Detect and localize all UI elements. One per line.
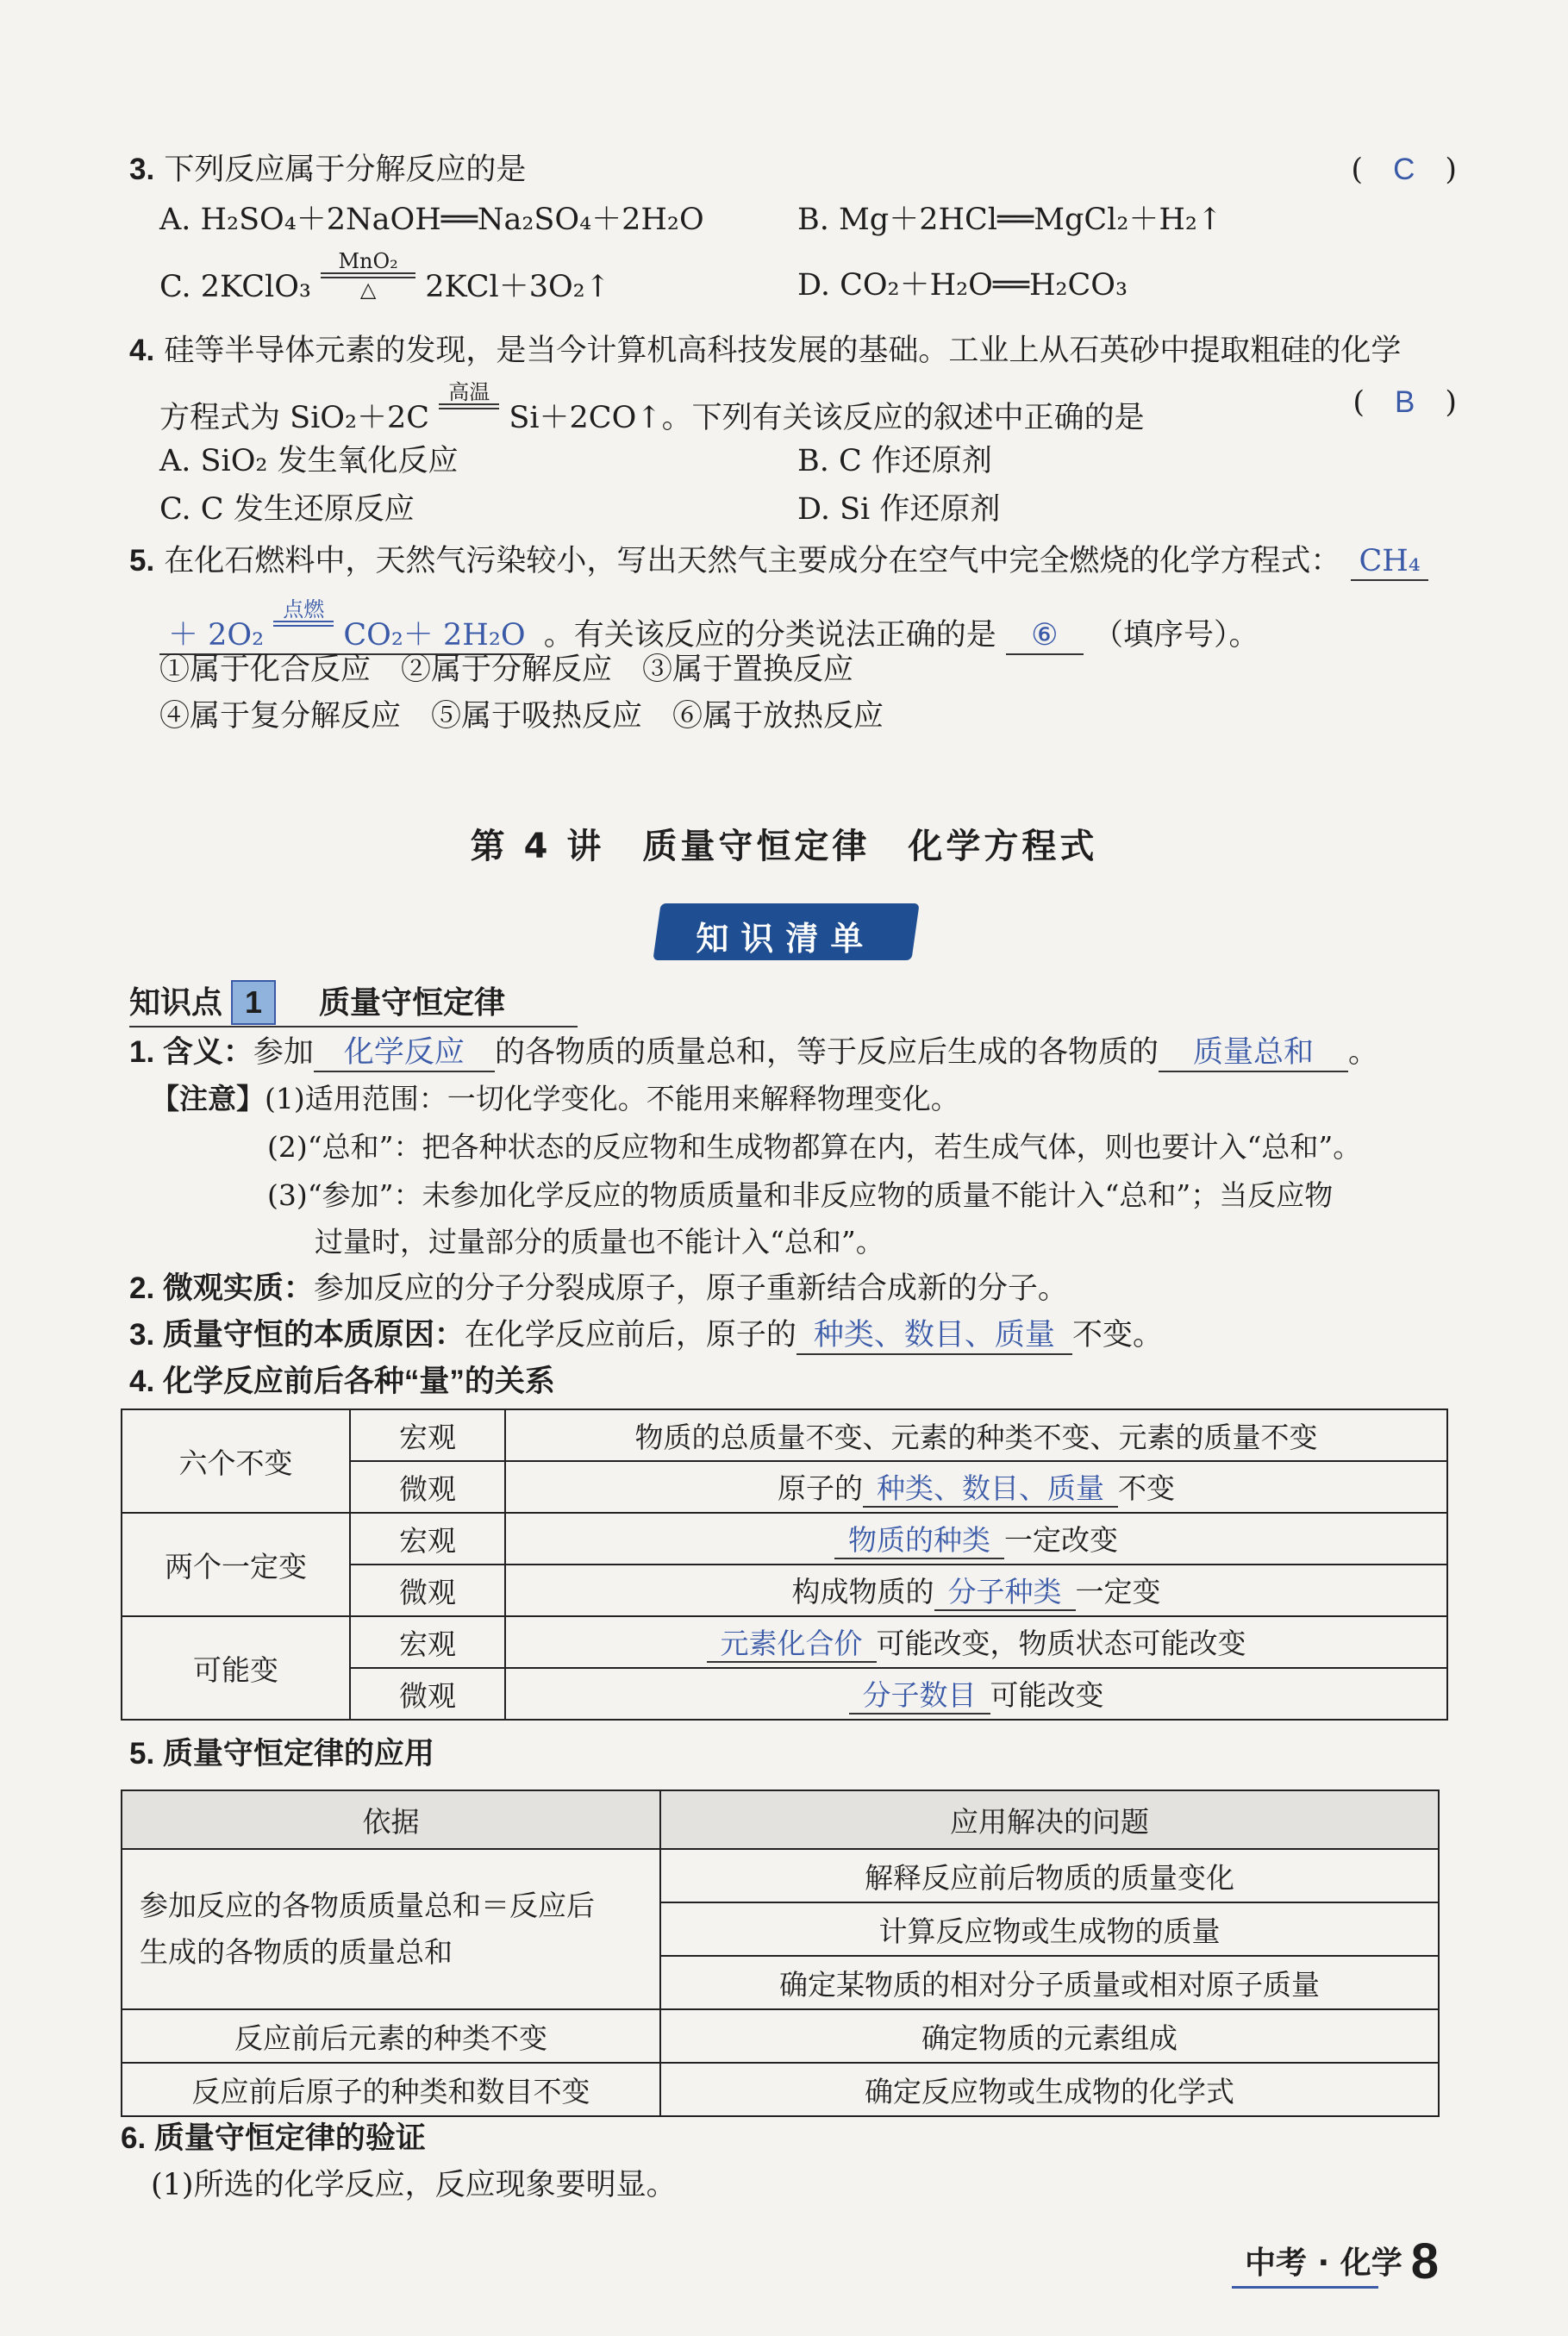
question-stem: 下列反应属于分解反应的是 xyxy=(164,153,527,187)
question-stem-line-2: 。有关该反应的分类说法正确的是 xyxy=(543,618,996,653)
page-number: 8 xyxy=(1410,2233,1439,2289)
basis-text-line-2: 生成的各物质的质量总和 xyxy=(140,1935,453,1969)
option-c: C. C 发生还原反应 xyxy=(159,492,415,527)
answer-blank: 质量总和 xyxy=(1159,1034,1348,1072)
note-2: (2)“总和”：把各种状态的反应物和生成物都算在内，若生成气体，则也要计入“总和”。 xyxy=(267,1130,1362,1164)
group-label: 可能变 xyxy=(122,1616,350,1720)
point-1 xyxy=(129,1031,1457,1074)
question-3 xyxy=(129,148,1457,191)
option-a: A. SiO₂ 发生氧化反应 xyxy=(159,444,459,478)
point-6-text: (1)所选的化学反应，反应现象要明显。 xyxy=(151,2168,677,2202)
table-cell xyxy=(505,1668,1447,1720)
text: 在化学反应前后，原子的 xyxy=(464,1318,796,1352)
equation-left: 方程式为 SiO₂＋2C xyxy=(159,401,430,435)
answer-bracket: ( C ) xyxy=(1351,153,1457,187)
kp-label: 知识点 xyxy=(129,985,223,1021)
option-b: B. C 作还原剂 xyxy=(797,444,992,478)
answer-blank: CH₄ xyxy=(1351,543,1428,581)
knowledge-point-heading xyxy=(129,978,505,1025)
application-cell: 确定某物质的相对分子质量或相对原子质量 xyxy=(660,1956,1439,2009)
table-cell xyxy=(505,1461,1447,1513)
note-3: (3)“参加”：未参加化学反应的物质质量和非反应物的质量不能计入“总和”；当反应物 xyxy=(267,1178,1334,1212)
banner-text: 知识清单 xyxy=(696,920,876,958)
answer-equation xyxy=(159,598,534,655)
basis-text-line-1: 参加反应的各物质质量总和＝反应后 xyxy=(140,1889,595,1922)
footer xyxy=(1245,2233,1439,2290)
question-number: 5. xyxy=(129,544,155,578)
text: 参加反应的分子分裂成原子，原子重新结合成新的分子。 xyxy=(313,1271,1068,1306)
answer-blank: 种类、数目、质量 xyxy=(796,1317,1072,1355)
level-label: 宏观 xyxy=(350,1616,505,1668)
question-number: 4. xyxy=(129,334,155,367)
reaction-condition xyxy=(273,598,334,649)
fill-hint: （填序号）。 xyxy=(1093,618,1259,653)
q5-options-row-2: ④属于复分解反应 ⑤属于吸热反应 ⑥属于放热反应 xyxy=(159,699,884,734)
kp-underline xyxy=(129,1026,578,1027)
basis-cell: 反应前后元素的种类不变 xyxy=(122,2009,660,2063)
level-label: 微观 xyxy=(350,1565,505,1616)
basis-cell: 反应前后原子的种类和数目不变 xyxy=(122,2063,660,2116)
table-cell xyxy=(505,1513,1447,1565)
option-c-right: 2KCl＋3O₂↑ xyxy=(425,270,611,304)
point-5 xyxy=(129,1733,1457,1776)
question-stem-line-1: 硅等半导体元素的发现，是当今计算机高科技发展的基础。工业上从石英砂中提取粗硅的化学 xyxy=(164,334,1402,368)
table-cell: 物质的总质量不变、元素的种类不变、元素的质量不变 xyxy=(505,1409,1447,1461)
question-4-line-2 xyxy=(129,381,1457,440)
equation-right: CO₂＋ 2H₂O xyxy=(343,618,526,653)
text: 不变。 xyxy=(1071,1318,1163,1352)
text: 构成物质的 xyxy=(791,1575,934,1608)
answer-blank: 种类、数目、质量 xyxy=(863,1471,1118,1508)
section-banner xyxy=(653,903,919,960)
option-a: A. H₂SO₄＋2NaOH══Na₂SO₄＋2H₂O xyxy=(159,203,704,237)
footer-subject: 中考 · 化学 xyxy=(1244,2245,1402,2281)
equation-right: Si＋2CO↑。下列有关该反应的叙述中正确的是 xyxy=(509,401,1145,435)
option-c-left: C. 2KClO₃ xyxy=(159,270,311,304)
note-3-continued: 过量时，过量部分的质量也不能计入“总和”。 xyxy=(315,1225,884,1259)
condition-bottom: △ xyxy=(359,278,377,302)
point-heading: 3. 质量守恒的本质原因： xyxy=(129,1318,465,1352)
point-4 xyxy=(129,1360,1457,1403)
reaction-condition xyxy=(321,250,415,301)
answer-blank: 化学反应 xyxy=(314,1034,495,1072)
answer-blank: ⑥ xyxy=(1006,617,1084,655)
answer-blank: 分子种类 xyxy=(934,1575,1076,1611)
condition-top: 点燃 xyxy=(283,597,325,621)
text: 可能改变，物质状态可能改变 xyxy=(876,1627,1246,1660)
answer: B xyxy=(1394,385,1415,419)
answer-blank: 物质的种类 xyxy=(834,1523,1004,1559)
question-5 xyxy=(129,540,1457,583)
text: 参加 xyxy=(253,1035,314,1070)
reaction-condition xyxy=(439,381,499,432)
note-label: 【注意】 xyxy=(151,1082,265,1115)
equation-left: ＋ 2O₂ xyxy=(168,618,265,653)
point-3 xyxy=(129,1314,1457,1357)
point-heading: 2. 微观实质： xyxy=(129,1271,314,1305)
application-cell: 解释反应前后物质的质量变化 xyxy=(660,1849,1439,1902)
answer-blank: 元素化合价 xyxy=(707,1627,877,1663)
quantity-relation-table xyxy=(121,1408,1448,1721)
group-label: 两个一定变 xyxy=(122,1513,350,1616)
text: 原子的 xyxy=(778,1471,863,1505)
question-4 xyxy=(129,329,1457,372)
group-label: 六个不变 xyxy=(122,1409,350,1513)
application-cell: 确定反应物或生成物的化学式 xyxy=(660,2063,1439,2116)
point-6 xyxy=(121,2117,1448,2160)
level-label: 宏观 xyxy=(350,1409,505,1461)
column-header: 应用解决的问题 xyxy=(660,1790,1439,1849)
option-b: B. Mg＋2HCl══MgCl₂＋H₂↑ xyxy=(797,203,1223,237)
question-stem-line-1: 在化石燃料中，天然气污染较小，写出天然气主要成分在空气中完全燃烧的化学方程式： xyxy=(164,544,1341,578)
text: 一定改变 xyxy=(1004,1523,1118,1557)
answer-blank: 分子数目 xyxy=(849,1678,990,1715)
level-label: 微观 xyxy=(350,1461,505,1513)
level-label: 宏观 xyxy=(350,1513,505,1565)
kp-index-badge: 1 xyxy=(231,980,276,1025)
point-heading: 4. 化学反应前后各种“量”的关系 xyxy=(129,1365,555,1398)
table-cell xyxy=(505,1565,1447,1616)
point-heading: 6. 质量守恒定律的验证 xyxy=(121,2121,426,2155)
point-heading: 1. 含义： xyxy=(129,1035,253,1069)
condition-top: MnO₂ xyxy=(338,249,398,273)
application-cell: 计算反应物或生成物的质量 xyxy=(660,1902,1439,1956)
option-c xyxy=(159,250,610,309)
point-heading: 5. 质量守恒定律的应用 xyxy=(129,1737,434,1771)
text: 不变 xyxy=(1118,1471,1175,1505)
application-cell: 确定物质的元素组成 xyxy=(660,2009,1439,2063)
note-1 xyxy=(151,1077,959,1121)
option-d: D. CO₂＋H₂O══H₂CO₃ xyxy=(797,268,1128,303)
text: 的各物质的质量总和，等于反应后生成的各物质的 xyxy=(494,1035,1159,1070)
level-label: 微观 xyxy=(350,1668,505,1720)
option-d: D. Si 作还原剂 xyxy=(797,492,1001,527)
point-2 xyxy=(129,1267,1457,1310)
application-table xyxy=(121,1789,1440,2117)
text: 。 xyxy=(1347,1035,1378,1070)
answer: C xyxy=(1393,153,1415,186)
answer-bracket: ( B ) xyxy=(1352,385,1457,420)
footer-underline xyxy=(1232,2286,1378,2289)
column-header: 依据 xyxy=(122,1790,660,1849)
condition-top: 高温 xyxy=(448,380,490,404)
lesson-title: 第 4 讲 质量守恒定律 化学方程式 xyxy=(470,827,1098,866)
q5-options-row-1: ①属于化合反应 ②属于分解反应 ③属于置换反应 xyxy=(159,653,854,687)
note-text: (1)适用范围：一切化学变化。不能用来解释物理变化。 xyxy=(265,1082,959,1115)
table-cell xyxy=(505,1616,1447,1668)
basis-cell xyxy=(122,1849,660,2009)
question-number: 3. xyxy=(129,153,155,186)
text: 一定变 xyxy=(1075,1575,1161,1608)
text: 可能改变 xyxy=(990,1678,1104,1712)
kp-title: 质量守恒定律 xyxy=(319,985,506,1021)
